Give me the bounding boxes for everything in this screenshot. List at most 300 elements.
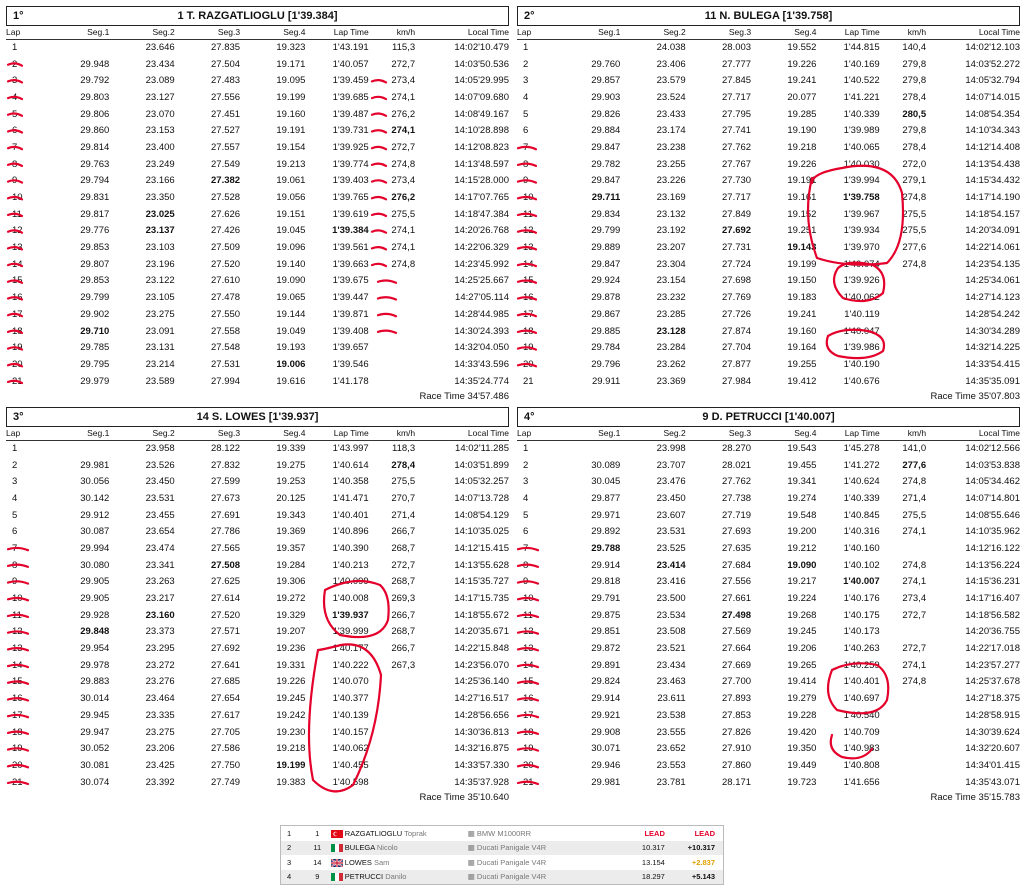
table-cell: 14:15'28.000	[454, 175, 509, 187]
table-row	[6, 607, 509, 624]
table-cell: 18	[523, 325, 534, 337]
table-cell: 19.217	[787, 576, 817, 588]
table-cell: 268,7	[391, 576, 416, 588]
column-header: Local Time	[926, 26, 1020, 39]
table-cell: 23.226	[656, 175, 686, 187]
table-cell: 1'39.994	[843, 175, 880, 187]
table-cell: 19.161	[787, 192, 817, 204]
table-cell: 6	[12, 526, 18, 538]
table-cell: 1'39.408	[332, 325, 369, 337]
table-cell: 14:32'20.607	[965, 743, 1020, 755]
race-time: Race Time 35'10.640	[419, 792, 509, 804]
table-cell: 14:23'57.277	[965, 659, 1020, 671]
table-cell	[880, 306, 926, 323]
table-cell: 19.199	[276, 91, 306, 103]
table-cell	[42, 39, 109, 56]
table-cell: 16	[12, 693, 23, 705]
table-cell: 279,1	[902, 175, 927, 187]
table-cell: 19	[523, 342, 534, 354]
column-header: Lap Time	[305, 26, 368, 39]
table-cell: 1'40.401	[332, 509, 369, 521]
table-cell: 27.635	[722, 542, 752, 554]
table-cell: 29.978	[80, 659, 110, 671]
table-cell: 1'39.619	[332, 208, 369, 220]
table-cell: 24.038	[656, 42, 686, 54]
table-cell: 29.763	[80, 158, 110, 170]
race-result-table	[280, 825, 724, 885]
table-cell: 267,3	[391, 659, 416, 671]
table-cell: 14:35'43.071	[965, 776, 1020, 788]
table-cell: 279,8	[902, 125, 927, 137]
column-header: Seg.2	[109, 427, 174, 440]
table-cell: 29.807	[80, 258, 110, 270]
table-cell: 14	[12, 659, 23, 671]
table-cell: 19.152	[787, 208, 817, 220]
table-row	[6, 640, 509, 657]
table-cell: 19.045	[276, 225, 306, 237]
table-cell: 27.795	[722, 108, 752, 120]
table-cell: 29.912	[80, 509, 110, 521]
table-cell: 272,7	[391, 58, 416, 70]
table-cell: 27.625	[211, 576, 241, 588]
table-cell: 266,7	[391, 526, 416, 538]
table-cell: 29.905	[80, 576, 110, 588]
table-cell: 140,4	[902, 42, 927, 54]
table-cell: 274,8	[391, 258, 416, 270]
table-cell: 27.599	[211, 476, 241, 488]
table-cell: 27.617	[211, 709, 241, 721]
table-row	[6, 173, 509, 190]
table-cell: 7	[523, 141, 529, 153]
table-cell: 19.143	[787, 242, 817, 254]
table-cell: 14:08'49.167	[454, 108, 509, 120]
table-cell: 8	[12, 158, 18, 170]
table-cell: 14:35'35.091	[965, 375, 1020, 387]
table-cell: 27.849	[722, 208, 752, 220]
table-cell: 27.527	[211, 125, 241, 137]
table-cell: 19.144	[276, 308, 306, 320]
table-cell: 14:10'28.898	[454, 125, 509, 137]
result-row	[281, 870, 723, 885]
table-cell: 29.710	[80, 325, 110, 337]
table-row	[6, 540, 509, 557]
panel-header	[6, 6, 509, 26]
table-row	[517, 239, 1020, 256]
table-cell: 29.921	[591, 709, 621, 721]
table-cell: 7	[12, 141, 18, 153]
table-cell: 23.434	[145, 58, 175, 70]
table-cell: 19.414	[787, 676, 817, 688]
table-cell: 29.994	[80, 542, 110, 554]
table-cell	[880, 690, 926, 707]
table-cell: 266,7	[391, 609, 416, 621]
table-cell: 10	[12, 192, 23, 204]
table-cell: 14:30'36.813	[454, 726, 509, 738]
table-cell: 19	[12, 342, 23, 354]
table-cell: 14:13'48.597	[454, 158, 509, 170]
table-cell: 23.341	[145, 559, 175, 571]
table-cell: 23.611	[657, 693, 686, 705]
table-row	[6, 574, 509, 591]
table-cell: 28.003	[722, 42, 752, 54]
table-cell: 1'39.459	[332, 75, 369, 87]
table-cell: 15	[12, 676, 23, 688]
table-cell: 13	[12, 643, 23, 655]
table-cell: 14:02'12.566	[965, 443, 1020, 455]
table-cell: 19.065	[276, 292, 306, 304]
table-cell: 1'44.815	[843, 42, 880, 54]
table-cell: 29.908	[591, 726, 621, 738]
table-cell: 8	[523, 559, 529, 571]
position-label: 2°	[524, 10, 535, 22]
table-cell: 29.794	[80, 175, 110, 187]
table-cell: 1'39.871	[332, 308, 369, 320]
table-cell: 9	[12, 576, 18, 588]
table-cell: 16	[523, 693, 534, 705]
table-cell: 19.272	[276, 593, 306, 605]
table-cell: 23.476	[656, 476, 686, 488]
table-cell: 18	[12, 726, 23, 738]
table-cell	[880, 289, 926, 306]
table-cell: 30.074	[80, 776, 110, 788]
table-cell: 23.553	[656, 759, 686, 771]
table-cell: 19.090	[276, 275, 306, 287]
table-row	[6, 490, 509, 507]
table-cell: 1'40.259	[843, 659, 880, 671]
panel-header	[517, 6, 1020, 26]
table-cell	[880, 323, 926, 340]
table-cell: 19.329	[276, 609, 306, 621]
table-cell: 27.777	[722, 58, 752, 70]
table-cell: 23.263	[145, 576, 175, 588]
column-header: Seg.1	[553, 26, 620, 39]
table-cell	[553, 39, 620, 56]
table-row	[6, 122, 509, 139]
table-cell: 275,5	[391, 208, 416, 220]
table-cell: 1'41.471	[332, 492, 369, 504]
table-cell: 23.295	[145, 643, 175, 655]
table-cell: 11	[523, 609, 533, 621]
table-cell: 30.080	[80, 559, 110, 571]
table-cell: 23.455	[145, 509, 175, 521]
table-cell: 29.782	[591, 158, 621, 170]
rider-firstname: Toprak	[404, 828, 427, 838]
table-cell: 19.548	[787, 509, 817, 521]
table-cell: 268,7	[391, 542, 416, 554]
result-row	[281, 855, 723, 870]
table-cell: 14:05'29.995	[454, 75, 509, 87]
table-cell: 27.520	[211, 609, 241, 621]
table-cell: 14:12'15.415	[454, 542, 509, 554]
table-cell: 14:07'14.015	[965, 91, 1020, 103]
table-cell: 1'39.774	[332, 158, 369, 170]
table-cell: 16	[523, 292, 534, 304]
table-cell: 19.350	[787, 743, 817, 755]
table-cell: 23.276	[145, 676, 175, 688]
table-cell: 27.504	[211, 58, 241, 70]
table-cell: 1'40.390	[332, 542, 369, 554]
table-cell	[369, 774, 415, 791]
table-cell: 18	[523, 726, 534, 738]
table-cell	[369, 707, 415, 724]
rider-title: 14 S. LOWES [1'39.937]	[196, 411, 319, 423]
table-cell: 1'40.047	[843, 325, 880, 337]
table-cell: 269,3	[391, 593, 416, 605]
table-cell: 274,8	[902, 676, 927, 688]
table-cell: 14:03'50.536	[454, 58, 509, 70]
table-cell: 1'39.758	[843, 192, 880, 204]
table-cell: 23.070	[145, 108, 175, 120]
table-cell: 29.889	[591, 242, 621, 254]
table-cell: 14:27'16.517	[454, 693, 509, 705]
column-header: Seg.3	[175, 427, 240, 440]
table-cell: 27.717	[722, 91, 752, 103]
table-cell: 29.928	[80, 609, 110, 621]
table-cell: 29.834	[591, 208, 621, 220]
table-cell: 275,5	[902, 509, 927, 521]
table-cell: 19.285	[787, 108, 817, 120]
table-cell: 27.528	[211, 192, 241, 204]
table-cell: 14:12'16.122	[965, 542, 1020, 554]
table-cell: 29.875	[591, 609, 621, 621]
table-cell: 29.792	[80, 75, 110, 87]
table-cell: 29.831	[80, 192, 110, 204]
table-cell: 23.304	[656, 258, 686, 270]
table-cell: 13	[523, 643, 534, 655]
table-cell: 23.474	[145, 542, 175, 554]
table-row	[517, 289, 1020, 306]
table-cell: 20	[12, 759, 23, 771]
table-cell: 1'40.102	[843, 559, 880, 571]
table-cell: 19.140	[276, 258, 306, 270]
table-cell: 23.579	[656, 75, 686, 87]
table-cell: 29.971	[591, 509, 621, 521]
table-cell: 23.272	[145, 659, 175, 671]
table-cell: 29.867	[591, 308, 621, 320]
table-cell: 29.914	[591, 559, 621, 571]
table-cell: 20.077	[787, 91, 817, 103]
table-cell: 14:15'34.432	[965, 175, 1020, 187]
rider-surname: LOWES	[344, 857, 372, 867]
table-cell: 3	[523, 476, 529, 488]
table-cell: 21	[12, 375, 23, 387]
table-cell: 27.994	[211, 375, 241, 387]
table-cell: 266,7	[391, 643, 416, 655]
table-cell: 23.153	[145, 125, 175, 137]
table-cell: 1'40.057	[332, 58, 369, 70]
table-row	[517, 306, 1020, 323]
table-cell: 1'40.676	[843, 375, 880, 387]
table-row	[6, 707, 509, 724]
table-cell: 19.357	[276, 542, 306, 554]
table-cell: 280,5	[902, 108, 927, 120]
column-header: km/h	[369, 427, 415, 440]
table-cell: 23.154	[656, 275, 686, 287]
table-cell: 1'40.062	[332, 743, 369, 755]
table-cell: 14:08'54.129	[454, 509, 509, 521]
table-row	[517, 156, 1020, 173]
table-cell: 14:30'34.289	[965, 325, 1020, 337]
table-cell: 1'39.731	[332, 125, 369, 137]
table-cell: 9	[523, 175, 529, 187]
table-cell: 17	[12, 308, 23, 320]
table-cell: 277,6	[902, 242, 927, 254]
table-cell: 27.654	[211, 693, 241, 705]
table-cell: 14:02'10.479	[454, 42, 509, 54]
table-cell: 29.847	[591, 258, 621, 270]
table-cell: 19.218	[787, 141, 817, 153]
table-cell: 272,7	[391, 141, 416, 153]
table-cell: 14:22'17.018	[965, 643, 1020, 655]
table-cell: 1'39.926	[843, 275, 880, 287]
table-cell: 1'40.177	[332, 643, 369, 655]
table-cell: 14:23'56.070	[454, 659, 509, 671]
column-header: Lap Time	[816, 427, 879, 440]
table-row	[6, 757, 509, 774]
lap-table	[6, 427, 509, 790]
table-cell: 23.652	[656, 743, 686, 755]
table-row	[517, 740, 1020, 757]
table-cell: 274,1	[902, 576, 927, 588]
table-cell: 1'39.986	[843, 342, 880, 354]
table-cell: 27.382	[211, 175, 241, 187]
table-cell: 23.089	[145, 75, 175, 87]
table-cell: 20	[12, 358, 23, 370]
table-cell: 1'40.030	[843, 158, 880, 170]
table-row	[517, 640, 1020, 657]
table-cell: 19.191	[787, 175, 817, 187]
result-position: 1	[287, 828, 292, 838]
table-cell: 14:20'35.671	[454, 626, 509, 638]
table-cell: 1'40.062	[843, 292, 880, 304]
column-header: km/h	[880, 26, 926, 39]
table-cell: 1'40.377	[332, 693, 369, 705]
column-header: Seg.3	[686, 26, 751, 39]
table-row	[517, 339, 1020, 356]
table-cell: 14:20'34.091	[965, 225, 1020, 237]
classification-panel-3	[6, 407, 509, 806]
table-cell: 27.669	[722, 659, 752, 671]
table-cell: 14:27'05.114	[455, 292, 509, 304]
table-row	[517, 607, 1020, 624]
checkered-icon: ▦	[467, 857, 477, 867]
table-cell: 19.160	[276, 108, 306, 120]
table-row	[517, 72, 1020, 89]
table-cell: 23.531	[656, 526, 686, 538]
table-row	[517, 273, 1020, 290]
table-cell: 14:15'36.231	[965, 576, 1020, 588]
table-cell: 1'40.190	[843, 358, 880, 370]
table-cell: 6	[523, 526, 529, 538]
table-cell: 23.105	[145, 292, 175, 304]
table-cell: 1'39.967	[843, 208, 880, 220]
table-cell: 23.589	[145, 375, 175, 387]
position-label: 3°	[13, 411, 24, 423]
table-cell: 27.910	[722, 743, 752, 755]
table-row	[517, 122, 1020, 139]
table-row	[6, 457, 509, 474]
table-row	[517, 557, 1020, 574]
table-cell: 1'39.384	[332, 225, 369, 237]
table-cell: 27.731	[722, 242, 752, 254]
table-row	[6, 256, 509, 273]
table-row	[6, 473, 509, 490]
table-cell: 27.569	[722, 626, 752, 638]
table-cell: 27.509	[211, 242, 241, 254]
table-cell: 14:25'34.061	[965, 275, 1020, 287]
table-cell: 274,1	[902, 659, 927, 671]
table-cell: 29.785	[80, 342, 110, 354]
table-cell: 19.212	[787, 542, 817, 554]
table-cell: 268,7	[391, 626, 416, 638]
table-cell: 23.538	[656, 709, 686, 721]
table-cell: 278,4	[391, 459, 416, 471]
column-header: Lap	[6, 427, 42, 440]
table-row	[517, 624, 1020, 641]
table-cell: 29.851	[591, 626, 621, 638]
table-cell: 23.416	[656, 576, 686, 588]
table-cell: 2	[523, 58, 529, 70]
table-cell: 14:08'54.354	[965, 108, 1020, 120]
table-cell: 29.945	[80, 709, 110, 721]
column-header: Lap	[6, 26, 42, 39]
table-cell: 29.947	[80, 726, 110, 738]
table-cell: 23.414	[656, 559, 686, 571]
table-cell: 27.661	[722, 593, 752, 605]
table-cell	[369, 323, 415, 340]
table-cell: 29.954	[80, 643, 110, 655]
table-row	[517, 473, 1020, 490]
table-row	[517, 690, 1020, 707]
table-row	[6, 239, 509, 256]
table-cell	[880, 624, 926, 641]
table-cell: 13	[12, 242, 23, 254]
table-cell: 19.723	[787, 776, 817, 788]
table-cell: 1'40.316	[843, 526, 880, 538]
table-cell: 14:10'34.343	[965, 125, 1020, 137]
race-time: Race Time 35'07.803	[930, 391, 1020, 403]
table-cell: 19.218	[276, 743, 306, 755]
table-cell	[880, 540, 926, 557]
position-label: 4°	[524, 411, 535, 423]
table-cell: 14:18'54.157	[965, 208, 1020, 220]
table-cell: 23.450	[656, 492, 686, 504]
table-cell: 276,2	[391, 192, 416, 204]
table-cell: 14:08'55.646	[965, 509, 1020, 521]
table-row	[6, 690, 509, 707]
table-cell: 19.006	[276, 358, 306, 370]
table-cell: 273,4	[391, 175, 416, 187]
table-cell: 115,3	[392, 42, 416, 54]
table-cell: 27.874	[722, 325, 752, 337]
table-cell: 19.412	[787, 375, 817, 387]
table-cell	[369, 273, 415, 290]
table-cell: 14:10'35.025	[454, 526, 509, 538]
result-gap: 10.317	[641, 843, 665, 853]
table-cell: 274,8	[902, 258, 927, 270]
table-cell: 1'43.997	[332, 443, 369, 455]
table-cell: 1'40.983	[843, 743, 880, 755]
table-cell: 14:30'39.624	[965, 726, 1020, 738]
table-cell: 19.268	[787, 609, 817, 621]
column-header: Lap Time	[816, 26, 879, 39]
table-cell: 27.498	[722, 609, 752, 621]
table-cell: 23.285	[656, 308, 686, 320]
table-cell: 14:02'12.103	[965, 42, 1020, 54]
table-cell: 19.455	[787, 459, 817, 471]
table-cell: 30.142	[80, 492, 110, 504]
table-cell: 19.245	[787, 626, 817, 638]
